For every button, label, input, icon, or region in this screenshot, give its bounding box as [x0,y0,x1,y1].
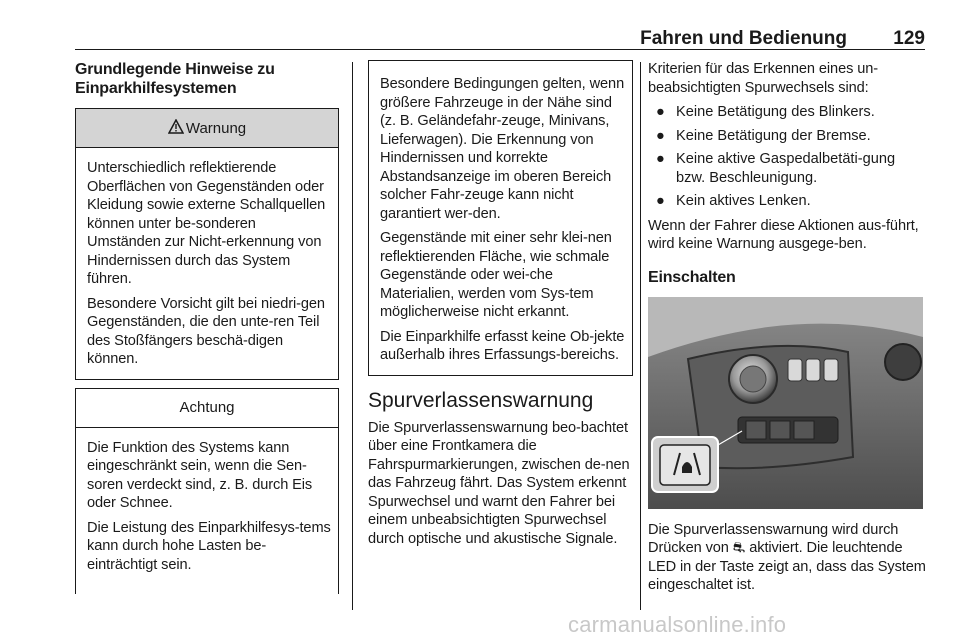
warning-box-body [76,148,338,379]
column-right [648,60,928,601]
warning-box-header [76,109,338,148]
warning-cont-paragraph: Gegenstände mit einer sehr klei-nen reflektierenden Fläche, wie schmale Gegenstände oder wei-che Materialien, werden vom Sys-tem möglicherweise nicht erkannt. [380,230,612,320]
page-header [75,28,925,50]
criteria-intro: Kriterien für das Erkennen eines un-beabsichtigten Spurwechsels sind: [648,61,879,96]
caution-box-header [76,389,338,428]
section-heading-line2: Einparkhilfesystemen [75,80,237,97]
warning-box-continued [368,60,633,376]
caution-box-body [76,428,338,595]
section-heading-parking [75,60,339,98]
warning-box [75,108,339,380]
lane-departure-text: Die Spurverlassenswarnung beo-bachtet über eine Frontkamera die Fahrspurmarkierungen, zwischen de-nen das Fahrzeug fährt. Das System erkennt Spurwechsel und warnt den Fahrer bei einem unbeabsichtigten Spurwechsel durch optische und akustische Signale. [368,419,630,547]
after-criteria-text: Wenn der Fahrer diese Aktionen aus-führt, wird keine Warnung ausgege-ben. [648,217,919,252]
column-middle [368,60,633,554]
header-title: Fahren und Bedienung [640,28,847,49]
warning-title: Warnung [185,119,247,137]
dashboard-photo [648,297,923,509]
header-rule [75,49,925,50]
warning-cont-paragraph: Besondere Bedingungen gelten, wenn größere Fahrzeuge in der Nähe sind (z. B. Geländefahr-zeuge, Minivans, Lieferwagen). Die Erkennung von Hindernissen und korrekte Abstandsanzeige im oberen Bereich solcher Fahr-zeuge kann nicht garantiert wer-den. [380,76,625,222]
caution-paragraph: Die Leistung des Einparkhilfesys-tems kann durch hohe Lasten be-einträchtigt sein. [87,519,331,573]
list-item: ● Kein aktives Lenken. [656,193,811,209]
bullet-icon: ● [656,193,665,209]
criteria-list [648,103,928,211]
warning-paragraph: Unterschiedlich reflektierende Oberflächen von Gegenständen oder Kleidung sowie externe Schallquellen können unter be-sonderen Umständen zur Nicht-erkennung von Hindernissen durch das System führen. [87,160,326,287]
section-heading-line1: Grundlegende Hinweise zu [75,61,275,78]
subheading-einschalten: Einschalten [648,268,736,286]
list-item: ● Keine aktive Gaspedalbetäti-gung bzw. Beschleunigung. [656,151,896,186]
dashboard-photo-illustration [648,297,923,509]
bullet-icon: ● [656,104,665,120]
list-item: ● Keine Betätigung des Blinkers. [656,104,875,120]
warning-paragraph: Besondere Vorsicht gilt bei niedri-gen Gegenständen, die den unte-ren Teil des Stoßfängers beschä-digen können. [87,295,325,367]
warning-cont-paragraph: Die Einparkhilfe erfasst keine Ob-jekte außerhalb ihres Erfassungs-bereichs. [380,328,625,363]
column-divider-2 [640,62,641,610]
section-title-lane-departure: Spurverlassenswarnung [368,388,594,412]
column-left [75,60,339,602]
page-number: 129 [893,28,925,49]
watermark: carmanualsonline.info [568,612,787,637]
column-divider-1 [352,62,353,610]
caution-title: Achtung [179,399,235,416]
bullet-icon: ● [656,127,665,144]
caution-paragraph: Die Funktion des Systems kann eingeschränkt sein, wenn die Sen-soren verdeckt sind, z. B. durch Eis oder Schnee. [87,439,313,511]
caution-box [75,388,339,595]
figure-caption: Die Spurverlassenswarnung wird durch Drücken von ⛐ aktiviert. Die leuchtende LED in der Taste zeigt an, dass das System eingeschaltet ist. [648,521,926,593]
warning-triangle-icon [168,119,184,138]
bullet-icon: ● [656,151,665,167]
list-item: ● Keine Betätigung der Bremse. [656,127,871,144]
